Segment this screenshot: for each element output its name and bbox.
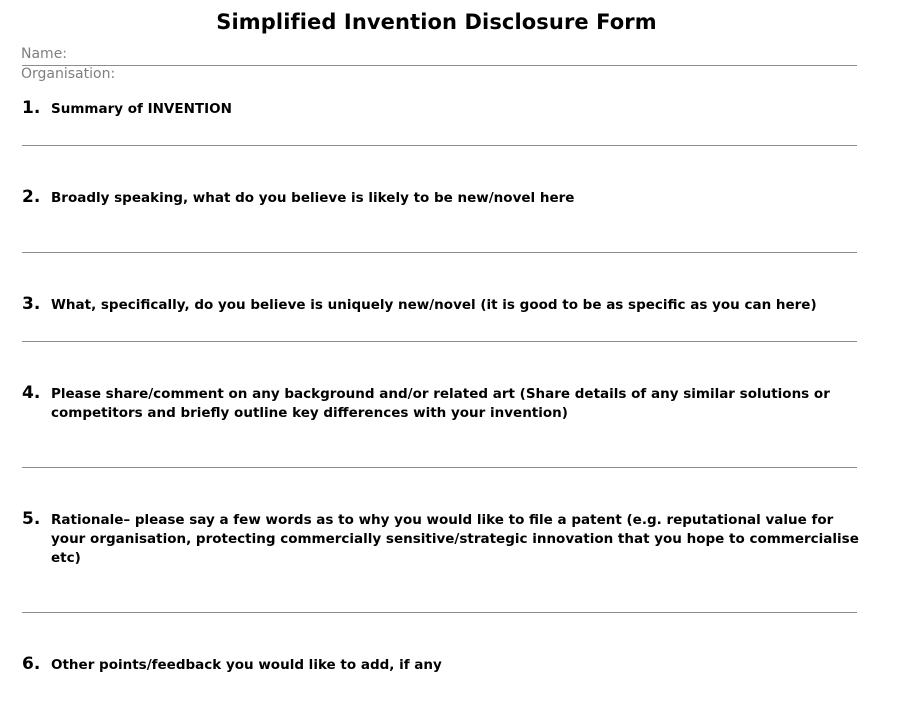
- question-number-3: 3.: [22, 294, 41, 314]
- question-text-6: Other points/feedback you would like to add, if any: [51, 657, 442, 673]
- name-line[interactable]: [22, 65, 857, 66]
- answer-line-2[interactable]: [22, 252, 857, 253]
- form-title: Simplified Invention Disclosure Form: [216, 10, 657, 34]
- question-number-6: 6.: [22, 654, 41, 674]
- answer-line-5[interactable]: [22, 612, 857, 613]
- answer-line-1[interactable]: [22, 145, 857, 146]
- question-number-1: 1.: [22, 98, 41, 118]
- question-number-5: 5.: [22, 509, 41, 529]
- answer-line-4[interactable]: [22, 467, 857, 468]
- name-label: Name:: [21, 46, 68, 62]
- organisation-label: Organisation:: [21, 66, 116, 82]
- question-number-4: 4.: [22, 383, 41, 403]
- answer-line-3[interactable]: [22, 341, 857, 342]
- question-text-5: Rationale– please say a few words as to why you would like to file a patent (e.g. reputational value for your organisation, protecting commercially sensitive/strategic innovation that you hope to commercialise etc): [51, 512, 859, 566]
- question-text-4: Please share/comment on any background and/or related art (Share details of any similar solutions or competitors and briefly outline key differences with your invention): [51, 386, 830, 421]
- question-text-1: Summary of INVENTION: [51, 101, 232, 117]
- question-text-3: What, specifically, do you believe is uniquely new/novel (it is good to be as specific as you can here): [51, 297, 817, 313]
- question-text-2: Broadly speaking, what do you believe is likely to be new/novel here: [51, 190, 575, 206]
- question-number-2: 2.: [22, 187, 41, 207]
